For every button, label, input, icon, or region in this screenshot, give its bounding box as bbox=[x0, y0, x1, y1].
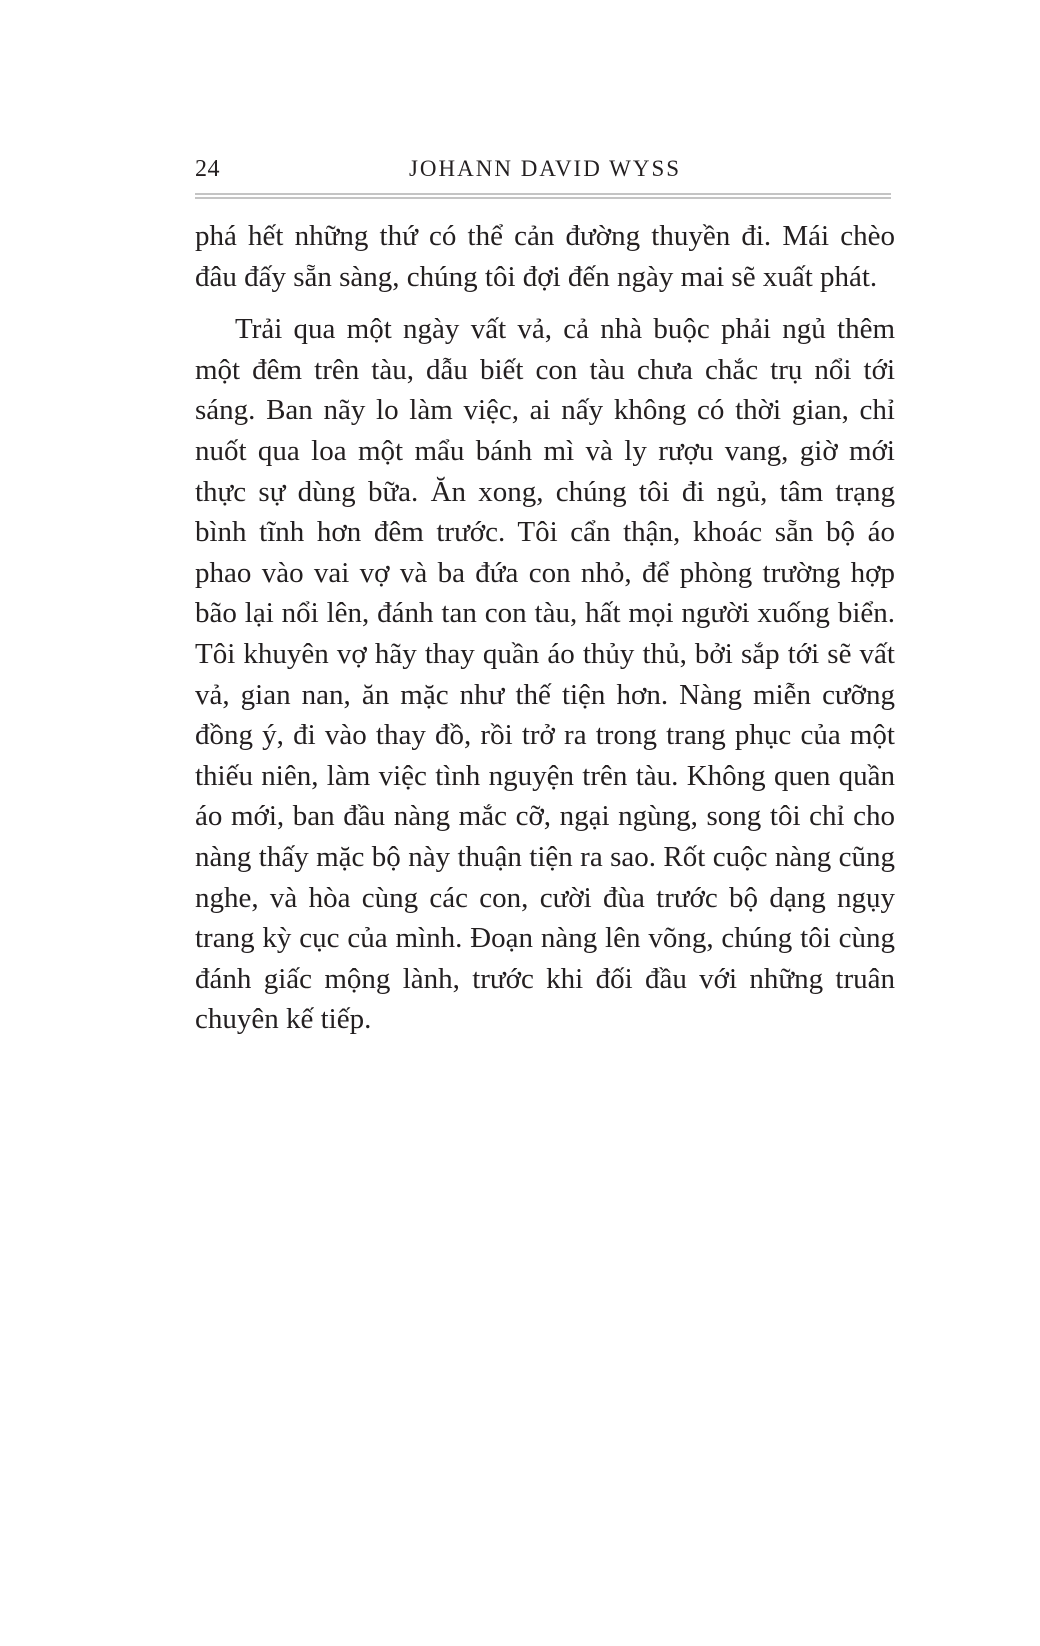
wavy-divider-rule bbox=[195, 190, 895, 202]
paragraph: Trải qua một ngày vất vả, cả nhà buộc phải ngủ thêm một đêm trên tàu, dẫu biết con tàu chưa chắc trụ nổi tới sáng. Ban nãy lo làm việc, ai nấy không có thời gian, chỉ nuốt qua loa một mẩu bánh mì và ly rượu vang, giờ mới thực sự dùng bữa. Ăn xong, chúng tôi đi ngủ, tâm trạng bình tĩnh hơn đêm trước. Tôi cẩn thận, khoác sẵn bộ áo phao vào vai vợ và ba đứa con nhỏ, để phòng trường hợp bão lại nổi lên, đánh tan con tàu, hất mọi người xuống biển. Tôi khuyên vợ hãy thay quần áo thủy thủ, bởi sắp tới sẽ vất vả, gian nan, ăn mặc như thế tiện hơn. Nàng miễn cưỡng đồng ý, đi vào thay đồ, rồi trở ra trong trang phục của một thiếu niên, làm việc tình nguyện trên tàu. Không quen quần áo mới, ban đầu nàng mắc cỡ, ngại ngùng, song tôi chỉ cho nàng thấy mặc bộ này thuận tiện ra sao. Rốt cuộc nàng cũng nghe, và hòa cùng các con, cười đùa trước bộ dạng ngụy trang kỳ cục của mình. Đoạn nàng lên võng, chúng tôi cùng đánh giấc mộng lành, trước khi đối đầu với những truân chuyên kế tiếp. bbox=[195, 313, 895, 1036]
page-number: 24 bbox=[195, 156, 220, 182]
running-head bbox=[195, 150, 895, 190]
running-title-author: JOHANN DAVID WYSS bbox=[408, 156, 682, 181]
body-text bbox=[195, 216, 895, 1040]
paragraph-continued: phá hết những thứ có thể cản đường thuyền đi. Mái chèo đâu đấy sẵn sàng, chúng tôi đợi đến ngày mai sẽ xuất phát. bbox=[195, 220, 895, 293]
